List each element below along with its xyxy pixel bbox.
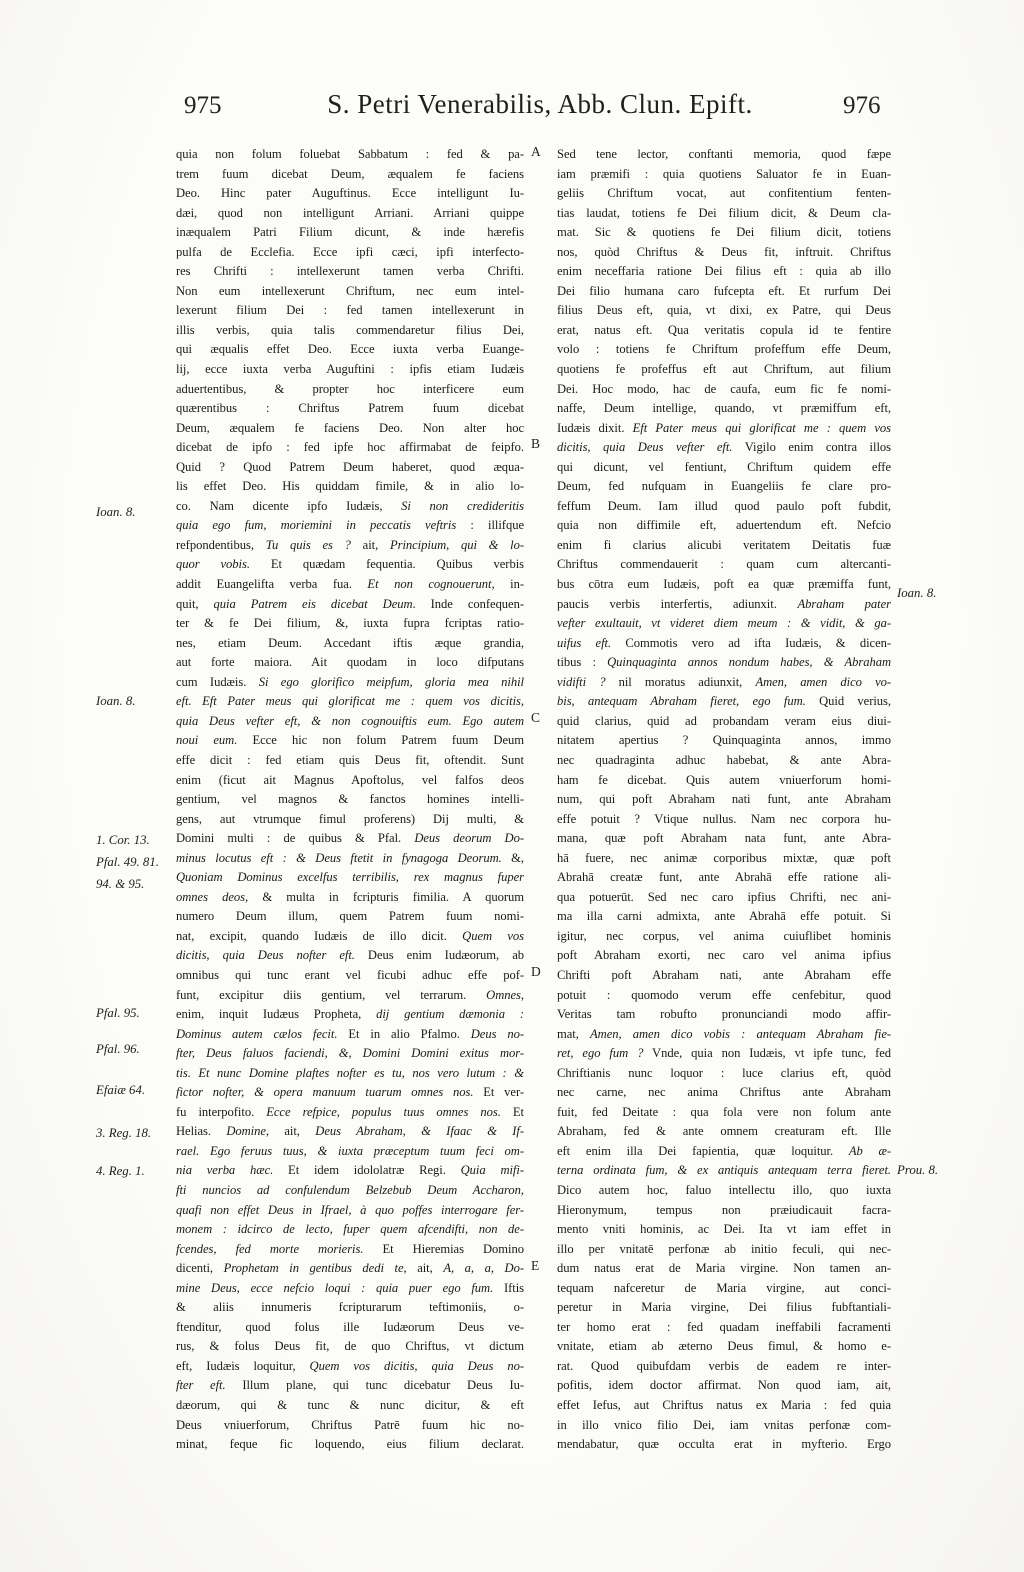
text-line: Non eum intellexerunt Chriftum, nec eum intel- xyxy=(176,283,524,298)
text-line: ter & fe Dei filium, &, iuxta fupra fcriptas ratio- xyxy=(176,616,524,631)
text-line: paucis verbis interfertis, adiunxit. Abraham pater xyxy=(557,596,891,611)
text-line: hā fuere, nec animæ corporibus mixtæ, quæ poft xyxy=(557,850,891,865)
text-line: quærentibus : Chriftus Patrem fuum dicebat xyxy=(176,401,524,416)
text-line: qui æqualis effet Deo. Ecce iuxta verba Euange- xyxy=(176,342,524,357)
text-line: dicitis, quia Deus vefter eft. Vigilo enim contra illos xyxy=(557,440,891,455)
text-line: Hieronymum, tempus non præiudicauit facra- xyxy=(557,1202,891,1217)
text-line: dicenti, Prophetam in gentibus dedi te, ait, A, a, a, Do- xyxy=(176,1261,524,1276)
scripture-citation-note: Pfal. 49. 81. xyxy=(96,855,159,869)
text-line: geliis Chriftum vocat, aut confitentium fenten- xyxy=(557,186,891,201)
text-line: quia ego fum, moriemini in peccatis veftris : illifque xyxy=(176,518,524,533)
column-number-right: 976 xyxy=(843,92,881,119)
text-line: Quid ? Quod Patrem Deum haberet, quod æqua- xyxy=(176,459,524,474)
column-number-left: 975 xyxy=(184,92,222,119)
text-line: dum natus erat de Maria virgine. Non tamen an- xyxy=(557,1261,891,1276)
text-line: Chriftus commendauerit : quam cum altercanti- xyxy=(557,557,891,572)
text-line: bis, antequam Abraham fieret, ego fum. Quid verius, xyxy=(557,694,891,709)
text-line: Deo. Hinc pater Auguftinus. Ecce intelligunt Iu- xyxy=(176,186,524,201)
text-line: quafi non effet Deus in Ifrael, à quo poffes interrogare fer- xyxy=(176,1202,524,1217)
text-line: enim fi clarius alicubi veritatem Deitatis fuæ xyxy=(557,537,891,552)
text-line: Abrahā creatæ funt, ante Abrahā effe ratione ali- xyxy=(557,870,891,885)
text-line: Dominus autem cælos fecit. Et in alio Pfalmo. Deus no- xyxy=(176,1026,524,1041)
text-line: Dico autem hoc, faluo intellectu illo, quo iuxta xyxy=(557,1182,891,1197)
text-line: potuit : quomodo verum effe cenfebitur, quod xyxy=(557,987,891,1002)
text-line: aut forte maiora. Ait quodam in loco difputans xyxy=(176,655,524,670)
text-line: lij, ecce iuxta verba Auguftini : ipfis etiam Iudæis xyxy=(176,362,524,377)
text-line: inæqualem Patri Filium dicunt, & inde hærefis xyxy=(176,225,524,240)
text-line: gens, aut vtrumque fimul proferens) Dij multi, & xyxy=(176,811,524,826)
text-line: illis verbis, quia talis commendaretur filius Dei, xyxy=(176,322,524,337)
text-line: fter eft. Illum plane, qui tunc dicebatur Deus Iu- xyxy=(176,1378,524,1393)
scripture-citation-note: 94. & 95. xyxy=(96,877,145,891)
text-line: qui dicunt, vel fentiunt, Chriftum quidem effe xyxy=(557,459,891,474)
text-line: dicitis, quia Deus nofter eft. Deus enim Iudæorum, ab xyxy=(176,948,524,963)
text-line: nia verba hæc. Et idem idololatræ Regi. Quia mifi- xyxy=(176,1163,524,1178)
text-line: poft Abraham exorti, nec caro vel anima ipfius xyxy=(557,948,891,963)
text-line: effe dicit : fed etiam quis Deus fit, oftendit. Sunt xyxy=(176,752,524,767)
text-line: vidifti ? nil moratus adiunxit, Amen, amen dico vo- xyxy=(557,674,891,689)
text-line: peretur in Maria virgine, Dei filius fubftantiali- xyxy=(557,1300,891,1315)
text-line: Abraham, fed & ante omnem creaturam eft. Ille xyxy=(557,1124,891,1139)
text-line: ham fe dicebat. Quis autem vniuerforum homi- xyxy=(557,772,891,787)
text-line: cum Iudæis. Si ego glorifico meipfum, gloria mea nihil xyxy=(176,674,524,689)
text-line: Sed tene lector, conftanti memoria, quod fæpe xyxy=(557,147,891,161)
text-line: mat, Amen, amen dico vobis : antequam Abraham fie- xyxy=(557,1026,891,1041)
text-line: enim neceffaria ratione Dei filius eft : quia ab illo xyxy=(557,264,891,279)
text-line: Quoniam Dominus excelfus terribilis, rex magnus fuper xyxy=(176,870,524,885)
scripture-citation-note: Pfal. 96. xyxy=(96,1042,140,1056)
text-line: volo : totiens fe Chriftum profeffum effe Deum, xyxy=(557,342,891,357)
text-line: igitur, nec corpus, vel anima cuiuflibet hominis xyxy=(557,928,891,943)
text-line: trem fuum dicebat Deum, æqualem fe faciens xyxy=(176,166,524,181)
text-line: bus cōtra eum Iudæis, poft ea quæ præmiffa funt, xyxy=(557,577,891,592)
text-line: quotiens fe profeffus eft aut Chriftum, aut filium xyxy=(557,362,891,377)
text-line: quia Deus vefter eft, & non cognouiftis eum. Ego autem xyxy=(176,713,524,728)
text-line: fu interpofito. Ecce refpice, populus tuus omnes nos. Et xyxy=(176,1104,524,1119)
scripture-citation-note: 1. Cor. 13. xyxy=(96,833,150,847)
text-line: Deum, fed nufquam in Euangeliis fe clare pro- xyxy=(557,479,891,494)
text-line: Dei filio humana caro fufcepta eft. Et rurfum Dei xyxy=(557,283,891,298)
text-column-right xyxy=(557,145,891,1455)
text-line: quid clarius, quid ad probandam veram eius diui- xyxy=(557,713,891,728)
text-line: tis. Et nunc Domine plaftes nofter es tu, nos vero lutum : & xyxy=(176,1065,524,1080)
text-line: addit Euangelifta verba fua. Et non cognouerunt, in- xyxy=(176,577,524,592)
text-line: mendabatur, quæ occulta erat in myfterio. Ergo xyxy=(557,1437,891,1452)
text-line: refpondentibus, Tu quis es ? ait, Principium, qui & lo- xyxy=(176,537,524,552)
text-line: rat. Quod quibufdam verbis de eadem re inter- xyxy=(557,1358,891,1373)
text-line: vnitate, etiam ab æterno Deus fimul, & homo e- xyxy=(557,1339,891,1354)
text-line: erat, natus eft. Qua veritatis copula id te fentire xyxy=(557,322,891,337)
scripture-citation-note: 3. Reg. 18. xyxy=(96,1126,152,1140)
scripture-citation-note: Ioan. 8. xyxy=(96,505,136,519)
text-line: minat, feque fic loquendo, eius filium declarat. xyxy=(176,1437,524,1452)
scripture-citation-note: Ioan. 8. xyxy=(96,694,136,708)
text-line: mat. Sic & quotiens fe Dei filium dicit, totiens xyxy=(557,225,891,240)
text-line: rus, & folus Deus fit, de quo Chriftus, vt dictum xyxy=(176,1339,524,1354)
text-line: Deus vniuerforum, Chriftus Patrē fuum hic no- xyxy=(176,1417,524,1432)
text-line: nec quadraginta adhuc habebat, & ante Abra- xyxy=(557,752,891,767)
text-line: quor vobis. Et quædam fequentia. Quibus verbis xyxy=(176,557,524,572)
text-line: illo per vnitatē perfonæ ab initio feculi, qui nec- xyxy=(557,1241,891,1256)
text-line: tias laudat, totiens fe Dei filium dicit, & Deum cla- xyxy=(557,205,891,220)
text-line: fcendes, fed morte morieris. Et Hieremias Domino xyxy=(176,1241,524,1256)
text-line: tibus : Quinquaginta annos nondum habes, & Abraham xyxy=(557,655,891,670)
text-line: fictor nofter, & opera manuum tuarum omnes nos. Et ver- xyxy=(176,1085,524,1100)
text-line: lexerunt filium Dei : fed tamen intellexerunt in xyxy=(176,303,524,318)
text-line: mana, quæ poft Abraham nata funt, ante Abra- xyxy=(557,831,891,846)
text-line: lis effet Deo. His quiddam fimile, & in alio lo- xyxy=(176,479,524,494)
text-line: mento vniti hominis, ac Dei. Ita vt iam effet in xyxy=(557,1222,891,1237)
text-line: dæi, quod non intelligunt Arriani. Arriani quippe xyxy=(176,205,524,220)
section-marker-c: C xyxy=(531,710,541,725)
scripture-citation-note: Efaiæ 64. xyxy=(96,1083,146,1097)
text-line: pofitis, idem doctor affirmat. Non quod iam, ait, xyxy=(557,1378,891,1393)
page-title: S. Petri Venerabilis, Abb. Clun. Epift. xyxy=(327,89,753,119)
text-line: nitatem apertius ? Quinquaginta annos, immo xyxy=(557,733,891,748)
text-line: uifus eft. Commotis vero ad ifta Iudæis, & dicen- xyxy=(557,635,891,650)
section-marker-e: E xyxy=(531,1258,540,1273)
text-line: nes, etiam Deum. Accedant iftis æque grandia, xyxy=(176,635,524,650)
text-line: rael. Ego feruus tuus, & iuxta præceptum tuum feci om- xyxy=(176,1143,524,1158)
text-line: Domini multi : de quibus & Pfal. Deus deorum Do- xyxy=(176,831,524,846)
text-line: co. Nam dicente ipfo Iudæis, Si non credideritis xyxy=(176,498,524,513)
text-line: qua potuerūt. Sed nec caro ipfius Chrifti, nec ani- xyxy=(557,889,891,904)
text-line: ma illa carni admixta, ante Abrahā effe potuit. Si xyxy=(557,909,891,924)
text-line: mine Deus, ecce nefcio loqui : quia puer ego fum. Iftis xyxy=(176,1280,524,1295)
text-line: fti nuncios ad confulendum Belzebub Deum Accharon, xyxy=(176,1182,524,1197)
text-line: nos, quòd Chriftus & Deus fit, inftruit. Chriftus xyxy=(557,244,891,259)
text-line: vefter exultauit, vt videret diem meum : & vidit, & ga- xyxy=(557,616,891,631)
text-line: quia non folum foluebat Sabbatum : fed & pa- xyxy=(176,147,524,161)
text-line: effe potuit ? Vtique nullus. Nam nec corpora hu- xyxy=(557,811,891,826)
text-line: nec carne, nec anima Chriftus ante Abraham xyxy=(557,1085,891,1100)
text-line: omnibus qui tunc erant vel ficubi adhuc effe pof- xyxy=(176,967,524,982)
scripture-citation-note: Prou. 8. xyxy=(897,1163,939,1177)
scripture-citation-note: 4. Reg. 1. xyxy=(96,1164,145,1178)
section-marker-a: A xyxy=(531,144,541,159)
text-line: Veritas tam robufto pronunciandi modo affir- xyxy=(557,1007,891,1022)
text-line: & aliis innumeris fcripturarum teftimoniis, o- xyxy=(176,1300,524,1315)
text-line: iam præmifi : quia quotiens Saluator fe in Euan- xyxy=(557,166,891,181)
text-line: effet Iefus, aut Chriftus natus ex Maria : fed quia xyxy=(557,1398,891,1412)
text-line: numero Deum illum, quem Patrem fuum nomi- xyxy=(176,909,524,924)
text-line: dicebat de ipfo : fed ipfe hoc affirmabat de feipfo. xyxy=(176,440,524,455)
text-line: funt, excipitur diis gentium, vel terrarum. Omnes, xyxy=(176,987,524,1002)
text-line: eft enim illa Dei fapientia, quæ loquitur. Ab æ- xyxy=(557,1143,891,1158)
text-line: num, qui poft Abraham nati funt, ante Abraham xyxy=(557,792,891,807)
text-line: aduertentibus, & propter hoc interficere eum xyxy=(176,381,524,396)
text-line: Chriftianis nunc loquor : luce clarius eft, quòd xyxy=(557,1065,891,1080)
section-marker-d: D xyxy=(531,964,541,979)
text-line: tequam nafceretur de Maria virgine, aut conci- xyxy=(557,1280,891,1295)
text-line: enim (ficut ait Magnus Apoftolus, vel falfos deos xyxy=(176,772,524,787)
text-line: Helias. Domine, ait, Deus Abraham, & Ifaac & If- xyxy=(176,1124,524,1139)
text-line: Iudæis dixit. Eft Pater meus qui glorificat me : quem vos xyxy=(557,420,891,435)
text-line: Deum, æqualem fe faciens Deo. Non alter hoc xyxy=(176,420,524,435)
text-line: res Chrifti : intellexerunt tamen verba Chrifti. xyxy=(176,264,524,279)
text-line: ftenditur, quod folus ille Iudæorum Deus ve- xyxy=(176,1319,524,1334)
text-line: quit, quia Patrem eis dicebat Deum. Inde confequen- xyxy=(176,596,524,611)
text-line: ret, ego fum ? Vnde, quia non Iudæis, vt ipfe tunc, fed xyxy=(557,1046,891,1061)
text-line: noui eum. Ecce hic non folum Patrem fuum Deum xyxy=(176,733,524,748)
text-line: eft, Iudæis loquitur, Quem vos dicitis, quia Deus no- xyxy=(176,1358,524,1373)
text-line: eft. Eft Pater meus qui glorificat me : quem vos dicitis, xyxy=(176,694,524,709)
text-line: gentium, vel magnos & fanctos homines intelli- xyxy=(176,792,524,807)
text-line: Chrifti poft Abraham nati, ante Abraham effe xyxy=(557,967,891,982)
text-line: enim, inquit Iudæus Propheta, dij gentium dæmonia : xyxy=(176,1007,524,1022)
text-line: naffe, Deum intellige, quando, vt præmiffum eft, xyxy=(557,401,891,416)
text-column-left xyxy=(176,145,524,1455)
text-line: dæorum, qui & tunc & nunc dicitur, & eft xyxy=(176,1398,524,1412)
text-line: minus locutus eft : & Deus ftetit in fynagoga Deorum. &, xyxy=(176,850,524,865)
text-line: fter, Deus faluos faciendi, &, Domini Domini exitus mor- xyxy=(176,1046,524,1061)
text-line: quia non diffimile eft, aduertendum eft. Nefcio xyxy=(557,518,891,533)
scripture-citation-note: Ioan. 8. xyxy=(897,586,937,600)
text-line: in illo vnico filio Dei, iam vnitas perfonæ com- xyxy=(557,1417,891,1432)
scripture-citation-note: Pfal. 95. xyxy=(96,1006,140,1020)
text-line: ter homo erat : fed quadam ineffabili facramenti xyxy=(557,1319,891,1334)
text-line: feffum Deum. Iam illud quod paulo poft fubdit, xyxy=(557,498,891,513)
text-line: Dei. Hoc modo, hac de caufa, eum fic fe nomi- xyxy=(557,381,891,396)
text-line: pulfa de Ecclefia. Ecce ipfi cæci, ipfi interfecto- xyxy=(176,244,524,259)
text-line: omnes deos, & multa in fcripturis fimilia. A quorum xyxy=(176,889,524,904)
section-marker-b: B xyxy=(531,436,541,451)
text-line: terna ordinata fum, & ex antiquis antequam terra fieret. xyxy=(557,1163,891,1178)
text-line: fuit, fed Deitate : qua fola vere non folum ante xyxy=(557,1104,891,1119)
text-line: monem : idcirco de lecto, fuper quem afcendifti, non de- xyxy=(176,1222,524,1237)
text-line: filius Deus eft, quia, vt dixi, ex Patre, qui Deus xyxy=(557,303,891,318)
text-line: nat, excipit, quando Iudæis de illo dicit. Quem vos xyxy=(176,928,524,943)
